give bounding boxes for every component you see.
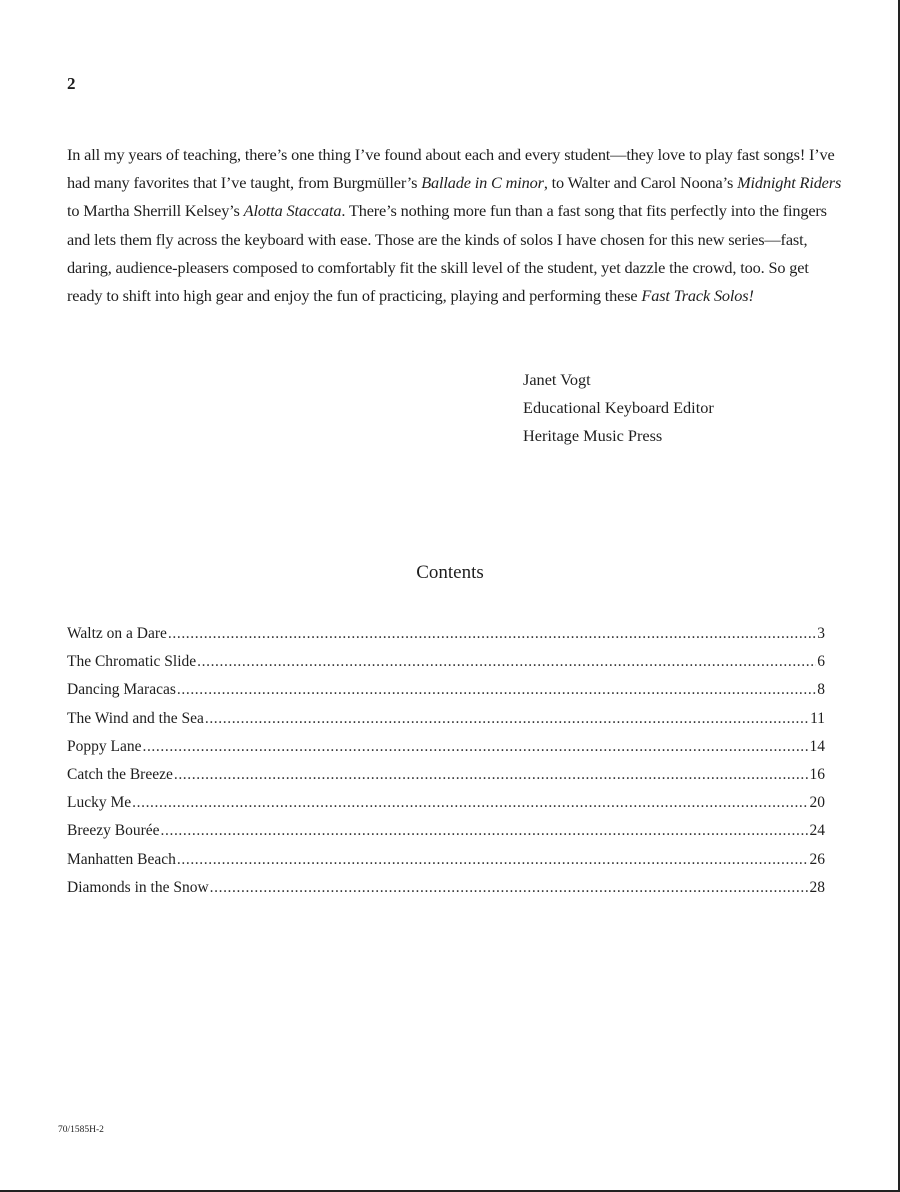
toc-entry [67,733,825,761]
signature-block [523,366,714,451]
toc-entry [67,620,825,648]
toc-entry-page: 20 [809,794,825,812]
intro-title-alotta-staccata: Alotta Staccata [243,201,342,221]
toc-entry [67,874,825,902]
toc-entry-title: Poppy Lane [67,737,142,755]
toc-entry-title: The Chromatic Slide [67,653,197,671]
toc-entry-title: Manhatten Beach [67,850,176,868]
catalog-number: 70/1585H-2 [58,1125,104,1135]
toc-entry-page: 11 [810,709,825,727]
toc-entry [67,789,825,817]
page-number: 2 [67,74,76,93]
toc-entry-page: 14 [809,737,825,755]
intro-text: , to Walter and Carol Noona’s [543,173,738,193]
signature-role: Educational Keyboard Editor [523,398,714,418]
toc-entry [67,676,825,704]
toc-dot-leader [161,817,809,845]
toc-entry [67,648,825,676]
intro-title-fast-track-solos: Fast Track Solos! [641,286,754,306]
toc-entry-page: 8 [817,681,825,699]
toc-entry-page: 16 [809,765,825,783]
toc-entry-page: 28 [809,878,825,896]
intro-title-midnight-riders: Midnight Riders [737,173,842,193]
toc-dot-leader [142,733,808,761]
toc-entry-title: Dancing Maracas [67,681,176,699]
toc-entry-title: Breezy Bourée [67,822,160,840]
toc-entry [67,705,825,733]
toc-entry-title: Diamonds in the Snow [67,878,209,896]
intro-text: . There’s nothing more fun than a fast song that fits perfectly into the fingers and lets them fly across the keyboard with ease. Those are the kinds of solos I have chosen for this new series—fast, daring, audience-pleasers composed to comfortably fit the skill level of the student, yet dazzle the crowd, too. So get ready to shift into high gear and enjoy the fun of practicing, playing and performing these [67,201,827,306]
toc-dot-leader [174,761,809,789]
signature-name: Janet Vogt [523,370,591,389]
toc-dot-leader [132,789,808,817]
toc-entry-page: 24 [809,822,825,840]
table-of-contents [67,620,825,902]
toc-entry-page: 3 [817,625,825,642]
toc-entry-page: 26 [809,850,825,868]
toc-dot-leader [197,648,816,676]
toc-dot-leader [205,705,809,733]
contents-heading: Contents [416,562,484,583]
toc-entry-page: 6 [817,653,825,671]
toc-entry-title: Catch the Breeze [67,765,173,783]
toc-dot-leader [177,676,816,704]
intro-title-ballade: Ballade in C minor [421,173,544,193]
toc-entry [67,761,825,789]
intro-text: to Martha Sherrill Kelsey’s [67,201,244,221]
toc-entry-title: The Wind and the Sea [67,709,204,727]
toc-dot-leader [210,874,809,902]
intro-text: In all my years of teaching, there’s one thing I’ve found about each and every student—they love to play fast songs! I’ve had many favorites that I’ve taught, from Burgmüller’s [67,145,835,193]
toc-entry-title: Waltz on a Dare [67,625,167,642]
intro-paragraph [67,141,842,310]
toc-entry-title: Lucky Me [67,794,132,812]
toc-dot-leader [177,846,809,874]
signature-company: Heritage Music Press [523,426,663,446]
toc-dot-leader [168,620,816,648]
toc-entry [67,846,825,874]
toc-entry [67,817,825,845]
